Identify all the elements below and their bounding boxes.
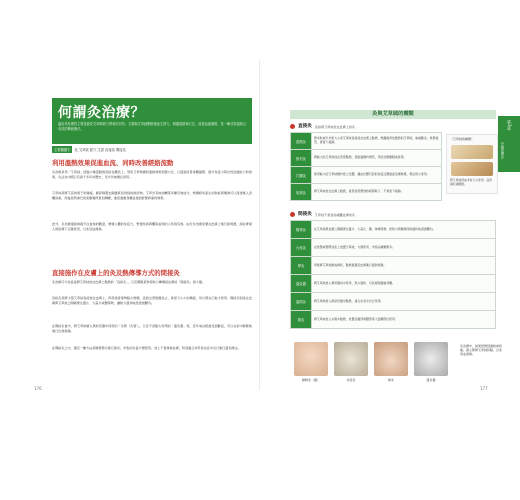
method-description: 將艾草絨放入木箱中點燃，放置在腹部或腰部等大面積部位使用。 <box>312 311 496 329</box>
moxa-wool-image <box>451 145 493 159</box>
indirect-heading <box>290 210 355 218</box>
table-row <box>291 221 496 239</box>
photo-moxa-device <box>414 342 448 376</box>
method-name: 打膿灸 <box>291 167 312 184</box>
paragraph: 艾草絨是將艾蒿的葉子乾燥後，磨碎篩選去除雜質而得到的絨狀物。艾草含有桉油精等多種有效成分，燃燒時所產生的熱能與藥效可以滲透進入身體深處，使血液與淋巴的流動變得更加順暢，進而溫暖身體並達到舒緩疼痛的效果。 <box>52 191 252 200</box>
keyword-row <box>52 146 252 153</box>
method-name: 焦灼灸 <box>291 150 312 167</box>
table-row <box>291 150 442 167</box>
page-title: 何謂灸治療？ <box>58 105 145 121</box>
table-row <box>291 133 442 150</box>
bullet-dot-icon <box>290 212 295 217</box>
paragraph: 灸治療是用「艾草絨」透過小劑量點燃直接在體表上，利用艾草燃燒的溫熱效果刺激穴位，以達到改善身體循環、提升免疫力與自然治癒能力的效果。灸法在中國已有兩千多年的歷史，至今仍被廣泛使用。 <box>52 170 252 179</box>
section-heading: 利用溫熱效果促進血流、同時改善經絡流動 <box>52 159 174 167</box>
page-number: 177 <box>480 386 488 391</box>
paragraph: 灸治療可分為直接將艾草絨放在皮膚上點燃的「直接灸」，以及間隔某物使熱力傳導到皮膚的「間接灸」兩大類。 <box>52 280 206 284</box>
figure-title: 〈艾草絨的種類〉 <box>450 137 475 141</box>
section-heading: 直接施作在皮膚上的灸及熱傳導方式的間接灸 <box>52 269 180 277</box>
method-description: 將米粒或半米粒大小的艾草絨直接放在皮膚上點燃，燃盡後再放置新的艾草絨，重複數次。效果強烈，會留下痕跡。 <box>312 133 442 150</box>
side-note: 灸治療中，如果感覺到過熱或疼痛，請立即將艾草絨移除，以免造成燙傷。 <box>460 344 503 357</box>
subheading-note: 艾草絨不會直接碰觸皮膚的灸 <box>314 212 356 217</box>
photo-stick-moxa <box>374 342 408 376</box>
section-banner: 灸與艾草絨的種類 <box>290 110 496 119</box>
method-name: 溫灸器 <box>291 275 312 293</box>
method-name: 知熱灸 <box>291 184 312 201</box>
method-description: 在紙製或塑膠台座上放置艾草絨，方便使用，市售品種類繁多。 <box>312 239 496 257</box>
keyword-list: 灸 艾草絨 經穴 艾蒿 直接灸 間接灸 <box>74 148 126 152</box>
method-name: 透熱灸 <box>291 133 312 150</box>
table-row <box>291 239 496 257</box>
title-banner <box>52 98 252 144</box>
table-row <box>291 311 496 329</box>
subheading-note: 直接將艾草絨放在皮膚上的灸 <box>314 124 356 129</box>
direct-heading <box>290 122 355 130</box>
method-description: 使用較大的艾草絨燒灼使之化膿，藉由化膿引起的免疫反應提高治療效果。現在很少使用。 <box>312 167 442 184</box>
title-summary: 溫灸具有療效主要是源於艾草與熱力帶來的功效；艾葉與艾草絨點燃後產生熱力，刺激經絡與穴位，改善血液循環，是一種非常溫和且有效的傳統療法。 <box>58 122 247 131</box>
photo-caption: 隔物灸（薑） <box>301 378 320 382</box>
chapter-label: 第3章 <box>507 120 512 131</box>
figure-note: 將艾草絨捏成米粒大小使用，品質越好越細緻。 <box>450 178 492 186</box>
photo-ginger-moxa <box>294 342 328 376</box>
moxa-types-figure <box>446 134 498 194</box>
method-name: 箱灸 <box>291 311 312 329</box>
chapter-subtitle: 中醫的療法 <box>500 142 504 159</box>
table-row <box>291 293 496 311</box>
photo-caption: 棒灸 <box>387 378 394 382</box>
table-row <box>291 184 442 201</box>
method-description: 將艾草絨放在皮膚上點燃，當患者感覺到熱時即取下，不會留下痕跡。 <box>312 184 442 201</box>
paragraph: 在間接灸當中，將艾草絨填入筒狀容器中使用的「灸筒（灸管）」，以及不需點火使用的「溫灸器」等，近年來也相當受到歡迎，可以在家中輕鬆地進行自我保健。 <box>52 324 252 333</box>
method-name: 台座灸 <box>291 239 312 257</box>
method-name: 棒灸 <box>291 257 312 275</box>
photo-base-moxa <box>334 342 368 376</box>
photo-caption: 台座灸 <box>346 378 356 382</box>
table-row <box>291 167 442 184</box>
method-description: 將較大的艾草絨放在患部點燃，使組織燒灼壞死，用於治療雞眼或疣等。 <box>312 150 442 167</box>
method-description: 將艾草絨放入專用器具中使用，熱力溫和，可長時間溫暖身體。 <box>312 275 496 293</box>
method-description: 在艾草絨與皮膚之間隔著生薑片、大蒜片、鹽、味噌等物，使熱力與藥效同時溫和地滲透體內。 <box>312 221 496 239</box>
method-description: 用紙將艾草絨捲成棒狀，點燃後靠近皮膚進行溫熱刺激。 <box>312 257 496 275</box>
bullet-dot-icon <box>290 124 295 129</box>
chapter-tab <box>498 116 520 172</box>
method-name: 隔物灸 <box>291 221 312 239</box>
paragraph: 在間接灸之中，還有一種方法是隔著墊片進行施灸。市售的灸盒方便使用，加上不會燙傷皮膚，特別適合初學者在家中自行進行溫灸療法。 <box>52 346 241 350</box>
direct-moxa-table <box>290 132 442 201</box>
page-number: 176 <box>34 386 42 391</box>
table-row <box>291 275 496 293</box>
right-page <box>260 0 520 500</box>
method-name: 溫筒灸 <box>291 293 312 311</box>
paragraph: 此外，灸治療還能夠提升白血球的數量，增強人體的免疫力，對慢性病與體質虛弱的人特別有效。由於灸治療需要在皮膚上進行熱刺激，請在專業人員指導下正確使用，以免造成燙傷。 <box>52 222 252 231</box>
subheading: 直接灸 <box>298 124 312 129</box>
subheading: 間接灸 <box>298 212 312 217</box>
indirect-moxa-table <box>290 220 496 329</box>
photo-caption: 溫灸器 <box>426 378 436 382</box>
keyword-label: 主要關鍵字 <box>54 148 71 152</box>
paragraph: 直接灸是將少量艾草絨直接放在皮膚上，再用線香等物點火燃燒，直到全部燃盡為止，會留下小小的燒痕，所以現在已較少使用。間接灸則是在皮膚與艾草絨之間隔著生薑片、大蒜片或鹽等物，讓熱力溫和地滲透到體內。 <box>52 296 252 305</box>
table-row <box>291 257 496 275</box>
moxa-wool-image <box>451 162 493 176</box>
method-description: 將艾草絨放入筒狀容器中點燃，適合在家中自行使用。 <box>312 293 496 311</box>
